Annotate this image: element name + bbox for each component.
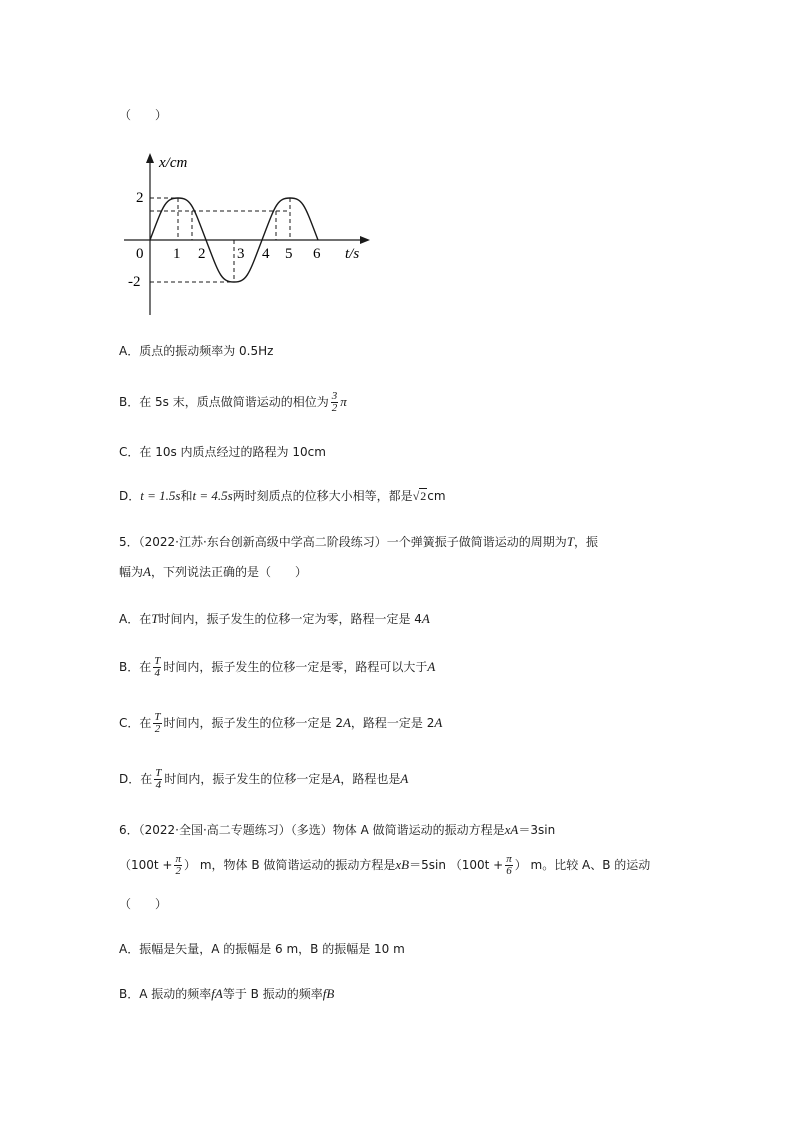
- q4-option-d: D．t = 1.5s和t = 4.5s两时刻质点的位移大小相等，都是√2cm: [119, 488, 446, 503]
- y-tick-neg2: -2: [128, 274, 141, 290]
- x-tick-0: 0: [136, 246, 144, 262]
- q4-option-a: A．质点的振动频率为 0.5Hz: [119, 344, 274, 358]
- x-tick-5: 5: [285, 246, 293, 262]
- y-axis-label: x/cm: [159, 155, 188, 171]
- q5-option-a: A．在T时间内，振子发生的位移一定为零，路程一定是 4A: [119, 611, 430, 626]
- y-axis-arrow: [146, 153, 154, 163]
- x-tick-6: 6: [313, 246, 321, 262]
- q5-option-b: B．在 $\frac{T}{4}$ 时间内，振子发生的位移一定是零，路程可以大于A: [119, 655, 436, 679]
- x-tick-1: 1: [173, 246, 181, 262]
- y-tick-2: 2: [136, 190, 144, 206]
- q4-option-b: B．在 5s 末，质点做简谐运动的相位为 $\frac{3}{2}$ π: [119, 390, 347, 414]
- q6-stem-line1: 6．（2022·全国·高二专题练习）（多选）物体 A 做简谐运动的振动方程是xA＝3sin: [119, 822, 556, 837]
- x-axis-label: t/s: [345, 246, 360, 262]
- x-tick-2: 2: [198, 246, 206, 262]
- x-axis-arrow: [360, 236, 370, 244]
- q4-option-c: C．在 10s 内质点经过的路程为 10cm: [119, 445, 326, 459]
- q6-answer-paren: （ ）: [119, 897, 168, 911]
- q5-option-d: D．在 $\frac{T}{4}$ 时间内，振子发生的位移一定是A，路程也是A: [119, 767, 409, 791]
- q5-stem-line1: 5．（2022·江苏·东台创新高级中学高二阶段练习）一个弹簧振子做简谐运动的周期为T，振: [119, 534, 599, 549]
- q6-option-b: B．A 振动的频率fA等于 B 振动的频率fB: [119, 986, 335, 1001]
- q5-stem-line2: 幅为A，下列说法正确的是（ ）: [119, 564, 307, 579]
- q5-option-c: C．在 $\frac{T}{2}$ 时间内，振子发生的位移一定是 2A，路程一定是 2A: [119, 711, 443, 735]
- q4-displacement-time-graph: [118, 150, 378, 320]
- q6-option-a: A．振幅是矢量，A 的振幅是 6 m，B 的振幅是 10 m: [119, 942, 405, 956]
- q4-answer-paren: （ ）: [119, 108, 168, 122]
- x-tick-3: 3: [237, 246, 245, 262]
- x-tick-4: 4: [262, 246, 270, 262]
- q6-stem-line2: （100t + $\frac{\pi}{2}$ ） m，物体 B 做简谐运动的振动方程是xB＝5sin （100t + $\frac{\pi}{6}$ ） m。比较 A、B 的运动: [119, 853, 651, 877]
